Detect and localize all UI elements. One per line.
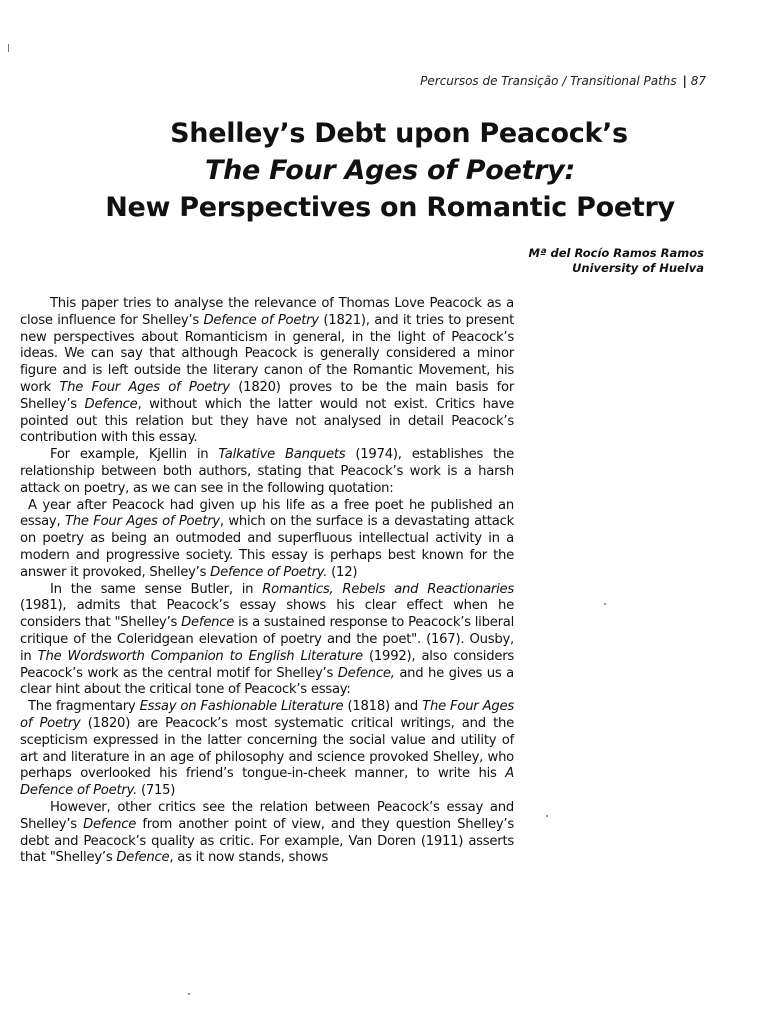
text-span: (1974), establishes the relationship between both authors, stating that Peacock’s work is a harsh attack on poetry, as we can see in the following quotation: <box>20 447 514 496</box>
work-title: Talkative Banquets <box>218 447 346 463</box>
work-title: The Four Ages of Poetry <box>20 699 514 731</box>
work-title: Defence <box>84 396 138 412</box>
work-title: Defence, <box>337 665 395 681</box>
text-span: is a sustained response to Peacock’s liberal critique of the Coleridgean elevation of poetry and the poet". (167). Ousby, in <box>20 615 514 664</box>
work-title: Defence of Poetry. <box>210 564 328 580</box>
author-name: Mª del Rocío Ramos Ramos <box>528 246 704 260</box>
text-span: and he gives us a clear hint about the critical tone of Peacock’s essay: <box>20 665 514 698</box>
paragraph-2 <box>20 447 514 497</box>
text-span: , which on the surface is a devastating attack on poetry as being an outmoded and superfluous intellectual activity in a modern and progressive society. This essay is perhaps best known for the answer it provoked, Shelley’s <box>20 514 514 580</box>
author-block <box>529 246 704 276</box>
text-span: (715) <box>137 783 176 799</box>
text-span: (1981), admits that Peacock’s essay shows his clear effect when he considers that "Shelley’s <box>20 598 514 631</box>
work-title: Defence <box>83 816 137 832</box>
paragraph-4 <box>20 800 514 867</box>
block-quote-1 <box>20 498 514 582</box>
text-span: (1992), also considers Peacock’s work as the central motif for Shelley’s <box>20 648 514 681</box>
text-span: (1820) proves to be the main basis for Shelley’s <box>20 379 514 412</box>
work-title: The Four Ages of Poetry <box>59 379 230 395</box>
text-span: (12) <box>327 564 358 580</box>
text-span: For example, Kjellin in <box>50 447 219 463</box>
work-title: Defence <box>181 615 235 631</box>
paragraph-1 <box>20 296 514 447</box>
work-title: Romantics, Rebels and Reactionaries <box>262 581 514 597</box>
text-span: from another point of view, and they question Shelley’s debt and Peacock’s quality as critic. For example, Van Doren (1911) asserts that "Shelley’s <box>20 816 514 866</box>
text-span: (1818) and <box>343 699 423 715</box>
text-span: , as it now stands, shows <box>169 850 329 866</box>
title-line-3: New Perspectives on Romantic Poetry <box>105 192 675 223</box>
title-line-1: Shelley’s Debt upon Peacock’s <box>170 118 628 149</box>
text-span: A year after Peacock had given up his life as a free poet he published an essay, <box>20 497 514 530</box>
running-head-separator: | <box>682 74 687 88</box>
text-span: (1820) are Peacock’s most systematic critical writings, and the scepticism expressed in the latter concerning the social value and utility of art and literature in an age of philosophy and science provoked Shelley, who perhaps overlooked his friend’s tongue-in-cheek manner, to write his <box>20 715 515 782</box>
running-head-text: Percursos de Transição / Transitional Paths <box>420 74 677 88</box>
text-span: The fragmentary <box>28 699 140 715</box>
work-title: Defence <box>116 850 170 866</box>
block-quote-2 <box>20 699 514 800</box>
scan-speck <box>8 44 9 52</box>
scan-speck <box>188 993 190 995</box>
work-title: Defence of Poetry <box>203 312 319 328</box>
scan-speck <box>604 603 606 605</box>
work-title: A Defence of Poetry. <box>20 766 514 799</box>
text-span: , without which the latter would not exist. Critics have pointed out this relation but they have not analysed in detail Peacock’s contribution with this essay. <box>20 396 514 446</box>
work-title: Essay on Fashionable Literature <box>139 699 344 715</box>
paragraph-3 <box>20 582 514 700</box>
text-span: This paper tries to analyse the relevance of Thomas Love Peacock as a close influence for Shelley’s <box>20 296 514 328</box>
author-affiliation: University of Huelva <box>572 261 704 275</box>
body-text <box>20 296 514 867</box>
text-span: However, other critics see the relation between Peacock’s essay and Shelley’s <box>20 799 514 832</box>
scan-speck <box>546 815 548 817</box>
work-title: The Wordsworth Companion to English Literature <box>37 648 363 664</box>
work-title: The Four Ages of Poetry <box>64 514 220 530</box>
text-span: In the same sense Butler, in <box>50 581 263 597</box>
page-number: 87 <box>690 74 706 88</box>
text-span: (1821), and it tries to present new perspectives about Romanticism in general, in the light of Peacock’s ideas. We can say that although Peacock is generally considered a minor figure and is left outside the literary canon of the Romantic Movement, his work <box>20 312 514 395</box>
running-head <box>420 74 706 88</box>
article-title <box>40 115 740 226</box>
title-line-2: The Four Ages of Poetry: <box>205 155 575 186</box>
